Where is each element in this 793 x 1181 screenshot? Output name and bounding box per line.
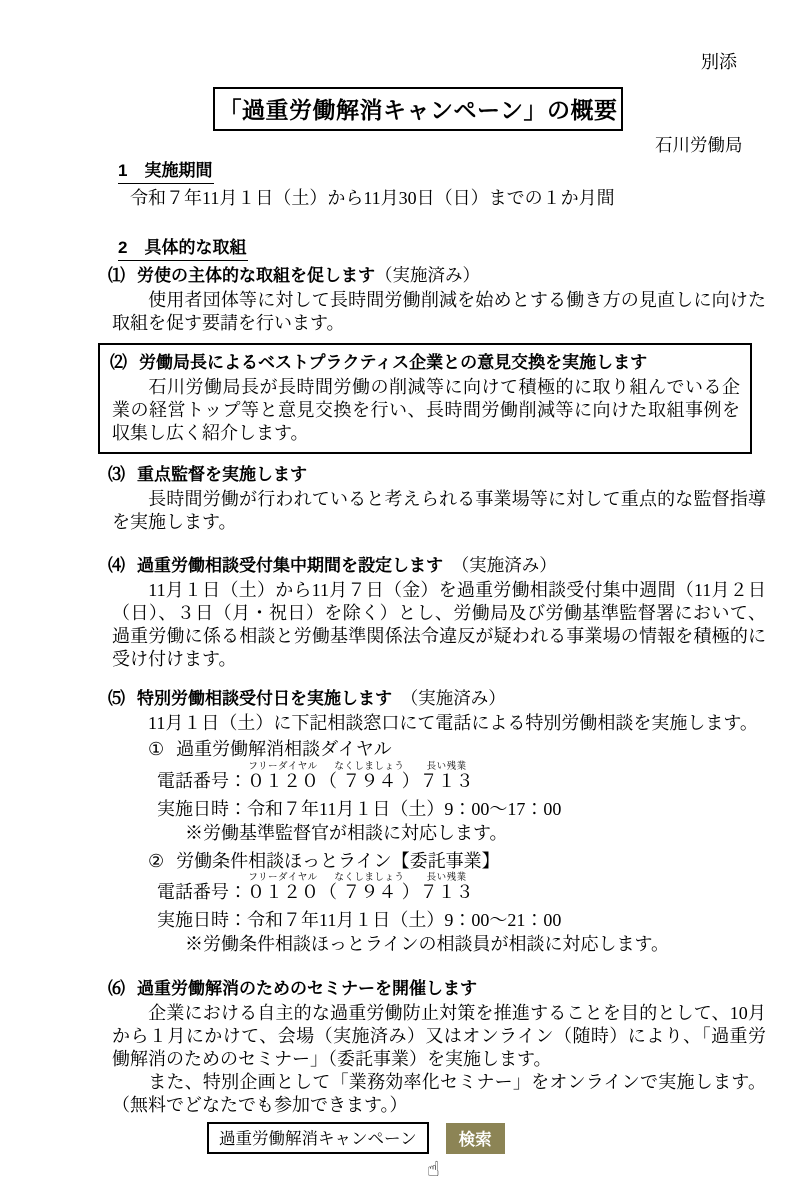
item-3-number: ⑶ — [108, 465, 125, 484]
dial-2-phone-part2: ７９４なくしましょう — [334, 873, 405, 902]
item-5-status: （実施済み） — [392, 688, 506, 708]
dial-1-name: 過重労働解消相談ダイヤル — [176, 739, 392, 759]
dial-2-phone-part3: ７１３長い残業 — [419, 873, 474, 902]
item-5-number: ⑸ — [108, 689, 125, 708]
item-4-number: ⑷ — [108, 556, 125, 575]
dial-1-phone-part2: ７９４なくしましょう — [334, 762, 405, 791]
item-6-body-2: また、特別企画として「業務効率化セミナー」をオンラインで実施します。（無料でどなたでも参加できます。） — [112, 1072, 766, 1115]
section1-heading: 1 実施期間 — [118, 156, 214, 184]
item-5-intro: 11月１日（土）に下記相談窓口にて電話による特別労働相談を実施します。 — [130, 713, 758, 733]
section1-body: 令和７年11月１日（土）から11月30日（日）までの１か月間 — [130, 188, 615, 208]
dial-1-block — [100, 738, 770, 845]
dial-1-phone: 電話番号：０１２０フリーダイヤル（７９４なくしましょう）７１３長い残業 — [157, 762, 474, 791]
page-title: 「過重労働解消キャンペーン」の概要 — [213, 87, 623, 131]
dial-2-name: 労働条件相談ほっとライン【委託事業】 — [176, 851, 500, 871]
organization-label: 石川労働局 — [655, 135, 743, 155]
item-6 — [100, 978, 770, 1180]
search-widget — [207, 1122, 770, 1154]
item-4-status: （実施済み） — [443, 555, 557, 575]
item-5 — [100, 687, 770, 956]
dial-2-phone-label: 電話番号： — [157, 882, 247, 902]
item-3-heading: 重点監督を実施します — [137, 465, 307, 484]
item-2-body: 石川労働局長が長時間労働の削減等に向けて積極的に取り組んでいる企業の経営トップ等と意見交換を行い、長時間労働削減等に向けた取組事例を収集し広く紹介します。 — [112, 377, 740, 443]
item-3-body: 長時間労働が行われていると考えられる事業場等に対して重点的な監督指導を実施します。 — [112, 489, 766, 532]
item-6-heading: 過重労働解消のためのセミナーを開催します — [137, 979, 477, 998]
dial-1-phone-label: 電話番号： — [157, 771, 247, 791]
search-button[interactable]: 検索 — [446, 1123, 505, 1154]
item-1-status: （実施済み） — [375, 265, 480, 285]
item-4-heading: 過重労働相談受付集中期間を設定します — [137, 556, 443, 575]
item-3 — [100, 464, 770, 534]
dial-2-number: ② — [148, 851, 165, 871]
search-query-box[interactable]: 過重労働解消キャンペーン — [207, 1122, 429, 1154]
hand-cursor-icon: ☝ — [427, 1157, 440, 1181]
dial-2-phone: 電話番号：０１２０フリーダイヤル（７９４なくしましょう）７１３長い残業 — [157, 873, 474, 902]
item-2-heading: 労働局長によるベストプラクティス企業との意見交換を実施します — [139, 353, 648, 372]
document-body — [100, 156, 770, 1180]
dial-1-note: ※労働基準監督官が相談に対応します。 — [185, 823, 508, 843]
attachment-label: 別添 — [701, 52, 737, 72]
item-1-heading: 労使の主体的な取組を促します — [137, 266, 375, 285]
dial-1-number: ① — [148, 739, 165, 759]
item-1-number: ⑴ — [108, 266, 125, 285]
dial-1-phone-part3: ７１３長い残業 — [419, 762, 474, 791]
dial-2-phone-part1: ０１２０フリーダイヤル — [247, 873, 319, 902]
item-4 — [100, 554, 770, 671]
item-5-heading: 特別労働相談受付日を実施します — [137, 689, 392, 708]
item-1 — [100, 264, 770, 335]
dial-2-schedule: 実施日時：令和７年11月１日（土）9：00～21：00 — [157, 910, 562, 930]
item-2-highlight-box — [98, 343, 752, 454]
item-6-number: ⑹ — [108, 979, 125, 998]
dial-1-schedule: 実施日時：令和７年11月１日（土）9：00～17：00 — [157, 799, 562, 819]
dial-2-note: ※労働条件相談ほっとラインの相談員が相談に対応します。 — [185, 934, 670, 954]
item-4-body: 11月１日（土）から11月７日（金）を過重労働相談受付集中週間（11月２日（日）、３日（月・祝日）を除く）とし、労働局及び労働基準監督署において、過重労働に係る相談と労働基準関係法令違反が疑われる事業場の情報を積極的に受け付けます。 — [112, 580, 766, 669]
dial-2-block — [100, 850, 770, 956]
section2-heading: 2 具体的な取組 — [118, 233, 248, 261]
item-2-number: ⑵ — [110, 353, 127, 372]
dial-1-phone-part1: ０１２０フリーダイヤル — [247, 762, 319, 791]
item-1-body: 使用者団体等に対して長時間労働削減を始めとする働き方の見直しに向けた取組を促す要請を行います。 — [112, 290, 766, 333]
item-6-body-1: 企業における自主的な過重労働防止対策を推進することを目的として、10月から１月にかけて、会場（実施済み）又はオンライン（随時）により、「過重労働解消のためのセミナー」（委託事業）を実施します。 — [112, 1003, 766, 1069]
